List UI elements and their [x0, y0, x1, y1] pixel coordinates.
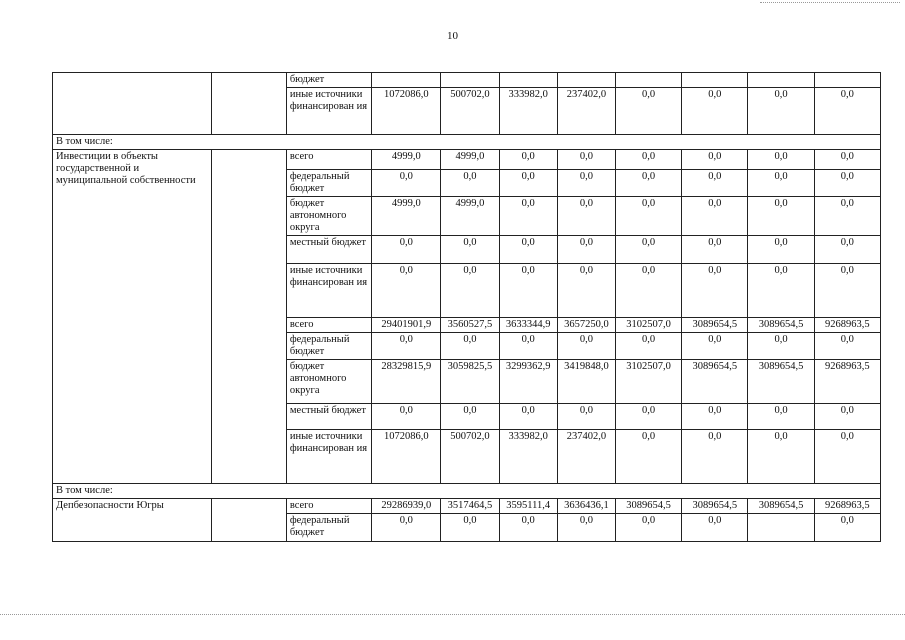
amount-cell: 3089654,5 [682, 318, 748, 333]
amount-cell: 0,0 [372, 264, 441, 318]
funding-source-cell: федеральный бюджет [286, 333, 371, 360]
amount-cell: 0,0 [682, 264, 748, 318]
amount-cell: 0,0 [748, 404, 814, 430]
amount-cell: 4999,0 [441, 197, 499, 236]
amount-cell: 0,0 [748, 333, 814, 360]
amount-cell: 0,0 [372, 333, 441, 360]
amount-cell: 0,0 [814, 170, 880, 197]
amount-cell: 0,0 [499, 333, 557, 360]
amount-cell: 0,0 [814, 150, 880, 170]
amount-cell: 0,0 [372, 514, 441, 542]
funding-source-cell: всего [286, 150, 371, 170]
amount-cell: 0,0 [441, 404, 499, 430]
amount-cell: 3089654,5 [748, 360, 814, 404]
amount-cell: 0,0 [814, 264, 880, 318]
amount-cell: 0,0 [682, 170, 748, 197]
amount-cell [748, 514, 814, 542]
section-label: В том числе: [53, 135, 881, 150]
amount-cell: 0,0 [748, 236, 814, 264]
amount-cell: 0,0 [682, 404, 748, 430]
amount-cell: 0,0 [615, 333, 681, 360]
amount-cell: 0,0 [814, 430, 880, 484]
amount-cell: 0,0 [615, 236, 681, 264]
amount-cell: 0,0 [682, 236, 748, 264]
amount-cell: 0,0 [499, 514, 557, 542]
funding-source-cell: бюджет [286, 73, 371, 88]
amount-cell: 0,0 [441, 170, 499, 197]
amount-cell: 0,0 [615, 514, 681, 542]
amount-cell: 0,0 [682, 430, 748, 484]
amount-cell: 0,0 [682, 333, 748, 360]
amount-cell: 0,0 [557, 150, 615, 170]
amount-cell: 0,0 [372, 404, 441, 430]
amount-cell: 0,0 [499, 150, 557, 170]
amount-cell: 0,0 [499, 197, 557, 236]
amount-cell: 0,0 [557, 404, 615, 430]
scan-artifact-line [0, 614, 905, 615]
amount-cell: 0,0 [499, 264, 557, 318]
amount-cell: 4999,0 [372, 150, 441, 170]
program-cell [211, 73, 286, 135]
amount-cell: 28329815,9 [372, 360, 441, 404]
amount-cell [557, 73, 615, 88]
amount-cell: 0,0 [441, 264, 499, 318]
amount-cell: 0,0 [814, 197, 880, 236]
amount-cell: 1072086,0 [372, 430, 441, 484]
amount-cell [748, 73, 814, 88]
amount-cell: 500702,0 [441, 88, 499, 135]
amount-cell: 0,0 [372, 170, 441, 197]
amount-cell: 237402,0 [557, 430, 615, 484]
amount-cell [814, 73, 880, 88]
amount-cell: 0,0 [748, 170, 814, 197]
amount-cell: 3089654,5 [682, 499, 748, 514]
amount-cell: 0,0 [814, 236, 880, 264]
amount-cell: 1072086,0 [372, 88, 441, 135]
expense-name-cell [53, 73, 212, 135]
amount-cell: 0,0 [682, 88, 748, 135]
funding-source-cell: местный бюджет [286, 236, 371, 264]
amount-cell: 0,0 [814, 514, 880, 542]
amount-cell: 0,0 [441, 333, 499, 360]
amount-cell: 0,0 [748, 150, 814, 170]
amount-cell: 3089654,5 [748, 499, 814, 514]
amount-cell: 0,0 [682, 150, 748, 170]
funding-source-cell: всего [286, 318, 371, 333]
amount-cell [682, 73, 748, 88]
section-row [53, 484, 881, 499]
funding-source-cell: всего [286, 499, 371, 514]
amount-cell [615, 73, 681, 88]
amount-cell: 0,0 [615, 264, 681, 318]
amount-cell: 3595111,4 [499, 499, 557, 514]
amount-cell: 0,0 [814, 333, 880, 360]
table-row [53, 150, 881, 170]
amount-cell: 3633344,9 [499, 318, 557, 333]
funding-source-cell: бюджет автономного округа [286, 360, 371, 404]
amount-cell: 0,0 [557, 197, 615, 236]
amount-cell: 0,0 [615, 88, 681, 135]
amount-cell: 0,0 [814, 88, 880, 135]
amount-cell: 9268963,5 [814, 360, 880, 404]
amount-cell: 0,0 [615, 150, 681, 170]
amount-cell: 3089654,5 [748, 318, 814, 333]
amount-cell: 0,0 [615, 404, 681, 430]
program-cell [211, 150, 286, 484]
funding-source-cell: местный бюджет [286, 404, 371, 430]
amount-cell: 0,0 [441, 514, 499, 542]
amount-cell: 333982,0 [499, 430, 557, 484]
amount-cell: 0,0 [615, 170, 681, 197]
amount-cell: 4999,0 [372, 197, 441, 236]
amount-cell: 0,0 [557, 236, 615, 264]
amount-cell [441, 73, 499, 88]
budget-table [52, 72, 881, 542]
amount-cell: 0,0 [748, 197, 814, 236]
amount-cell: 0,0 [557, 264, 615, 318]
amount-cell: 0,0 [615, 197, 681, 236]
amount-cell: 3089654,5 [615, 499, 681, 514]
amount-cell: 3517464,5 [441, 499, 499, 514]
amount-cell: 9268963,5 [814, 318, 880, 333]
amount-cell: 3657250,0 [557, 318, 615, 333]
expense-name-cell: Инвестиции в объекты государственной и муниципальной собственности [53, 150, 212, 484]
table-row [53, 499, 881, 514]
table-row [53, 73, 881, 88]
page-number: 10 [447, 30, 458, 42]
amount-cell: 29286939,0 [372, 499, 441, 514]
amount-cell: 3636436,1 [557, 499, 615, 514]
amount-cell: 3560527,5 [441, 318, 499, 333]
amount-cell: 333982,0 [499, 88, 557, 135]
amount-cell: 0,0 [615, 430, 681, 484]
amount-cell: 0,0 [748, 88, 814, 135]
funding-source-cell: бюджет автономного округа [286, 197, 371, 236]
funding-source-cell: федеральный бюджет [286, 170, 371, 197]
funding-source-cell: федеральный бюджет [286, 514, 371, 542]
amount-cell: 0,0 [557, 170, 615, 197]
funding-source-cell: иные источники финансирован ия [286, 88, 371, 135]
amount-cell [372, 73, 441, 88]
section-label: В том числе: [53, 484, 881, 499]
amount-cell: 3089654,5 [682, 360, 748, 404]
amount-cell [499, 73, 557, 88]
expense-name-cell: Депбезопасности Югры [53, 499, 212, 542]
amount-cell: 237402,0 [557, 88, 615, 135]
amount-cell: 0,0 [748, 430, 814, 484]
funding-source-cell: иные источники финансирован ия [286, 430, 371, 484]
scan-artifact-line [760, 2, 900, 3]
amount-cell: 0,0 [557, 514, 615, 542]
amount-cell: 0,0 [499, 170, 557, 197]
amount-cell: 9268963,5 [814, 499, 880, 514]
program-cell [211, 499, 286, 542]
amount-cell: 3419848,0 [557, 360, 615, 404]
budget-table-body [53, 73, 881, 542]
amount-cell: 0,0 [441, 236, 499, 264]
amount-cell: 0,0 [557, 333, 615, 360]
amount-cell: 29401901,9 [372, 318, 441, 333]
amount-cell: 0,0 [372, 236, 441, 264]
amount-cell: 3102507,0 [615, 360, 681, 404]
amount-cell: 0,0 [748, 264, 814, 318]
amount-cell: 3059825,5 [441, 360, 499, 404]
amount-cell: 4999,0 [441, 150, 499, 170]
amount-cell: 0,0 [499, 404, 557, 430]
amount-cell: 0,0 [814, 404, 880, 430]
amount-cell: 0,0 [499, 236, 557, 264]
amount-cell: 500702,0 [441, 430, 499, 484]
funding-source-cell: иные источники финансирован ия [286, 264, 371, 318]
section-row [53, 135, 881, 150]
amount-cell: 3299362,9 [499, 360, 557, 404]
amount-cell: 0,0 [682, 514, 748, 542]
amount-cell: 3102507,0 [615, 318, 681, 333]
amount-cell: 0,0 [682, 197, 748, 236]
